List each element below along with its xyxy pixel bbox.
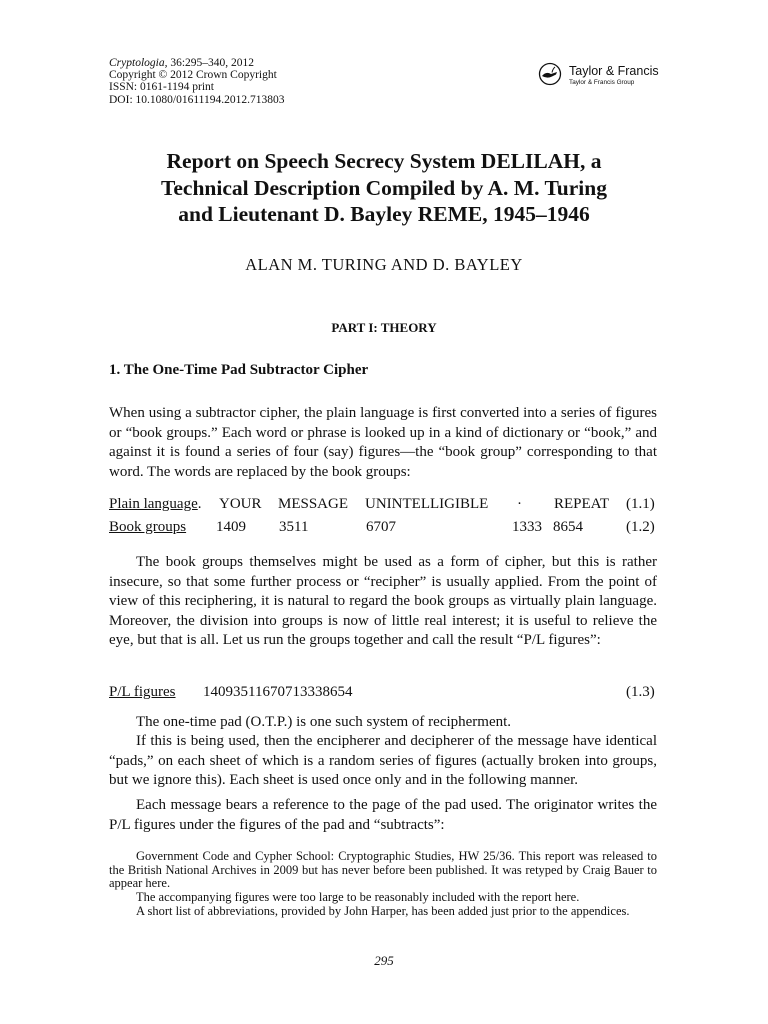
table-cell: 3511: [279, 519, 309, 535]
table-cell: YOUR: [219, 496, 262, 512]
publisher-logo: [536, 60, 676, 92]
title-line: Report on Speech Secrecy System DELILAH, a: [166, 149, 602, 173]
footnote: Government Code and Cypher School: Cryptographic Studies, HW 25/36. This report was released to the British National Archives in 2009 but has never before been published. It was retyped by Craig Bauer to appear here.: [109, 849, 657, 890]
part-heading: PART I: THEORY: [331, 320, 437, 335]
footnote: A short list of abbreviations, provided by John Harper, has been added just prior to the appendices.: [136, 904, 630, 918]
table-cell: 1333: [512, 519, 542, 535]
paragraph-originator: Each message bears a reference to the page of the pad used. The originator writes the P/L figures under the figures of the pad and “subtracts”:: [109, 797, 657, 833]
doi-line: DOI: 10.1080/01611194.2012.713803: [109, 93, 285, 106]
table-cell: UNINTELLIGIBLE: [365, 496, 489, 512]
row-label-period: .: [197, 496, 202, 512]
footnote: The accompanying figures were too large to be reasonably included with the report here.: [136, 890, 580, 904]
table-cell: REPEAT: [554, 496, 610, 512]
row-label: Plain language: [109, 496, 198, 512]
equation-number: (1.2): [626, 519, 655, 535]
paragraph-recipher: The book groups themselves might be used as a form of cipher, but this is rather insecure, so that some further process or “recipher” is usually applied. From the point of view of this reciphering, it is natural to regard the book groups as virtually plain language. Moreover, the division into groups is now of little real interest; it is useful to relieve the eye, but that is all. Let us run the groups together and call the result “P/L figures”:: [109, 554, 657, 648]
citation-line: [109, 57, 284, 69]
title-line: and Lieutenant D. Bayley REME, 1945–1946: [178, 202, 590, 226]
journal-name: Cryptologia,: [109, 57, 168, 69]
page-number: 295: [374, 953, 394, 968]
table-row-plain-language: [109, 495, 201, 513]
pl-figures-label: P/L figures: [109, 684, 176, 700]
paragraph-otp: The one-time pad (O.T.P.) is one such system of recipherment.: [136, 714, 512, 730]
copyright-line: Copyright © 2012 Crown Copyright: [109, 69, 277, 82]
equation-number: (1.3): [626, 684, 655, 700]
section-heading: 1. The One-Time Pad Subtractor Cipher: [109, 362, 369, 378]
publisher-lamp-icon: [536, 62, 564, 86]
publisher-group: Taylor & Francis Group: [569, 79, 635, 86]
paper-title: [80, 148, 688, 228]
table-cell: ·: [517, 496, 522, 512]
table-cell: 1409: [216, 519, 246, 535]
table-cell: MESSAGE: [278, 496, 349, 512]
title-line: Technical Description Compiled by A. M. Turing: [161, 175, 607, 200]
article-metadata: [109, 57, 284, 106]
paragraph-pads: If this is being used, then the encipherer and decipherer of the message have identical “pads,” on each sheet of which is a random series of figures (actually broken into groups, but we ignore this). Each sheet is used once only and in the following manner.: [109, 733, 657, 788]
table-cell: 8654: [553, 519, 583, 535]
row-label: Book groups: [109, 519, 187, 535]
pl-figures-value: 14093511670713338654: [203, 684, 353, 700]
citation-volume: 36:295–340, 2012: [167, 57, 255, 69]
paper-authors: ALAN M. TURING AND D. BAYLEY: [245, 255, 523, 274]
paragraph-intro: When using a subtractor cipher, the plain language is first converted into a series of figures or “book groups.” Each word or phrase is looked up in a kind of dictionary or “book,” and against it is found a series of four (say) figures—the “book group” corresponding to that word. The words are replaced by the book groups:: [109, 405, 657, 480]
table-cell: 6707: [366, 519, 396, 535]
publisher-name: Taylor & Francis: [569, 64, 659, 78]
issn-line: ISSN: 0161-1194 print: [109, 81, 214, 94]
equation-number: (1.1): [626, 496, 655, 512]
